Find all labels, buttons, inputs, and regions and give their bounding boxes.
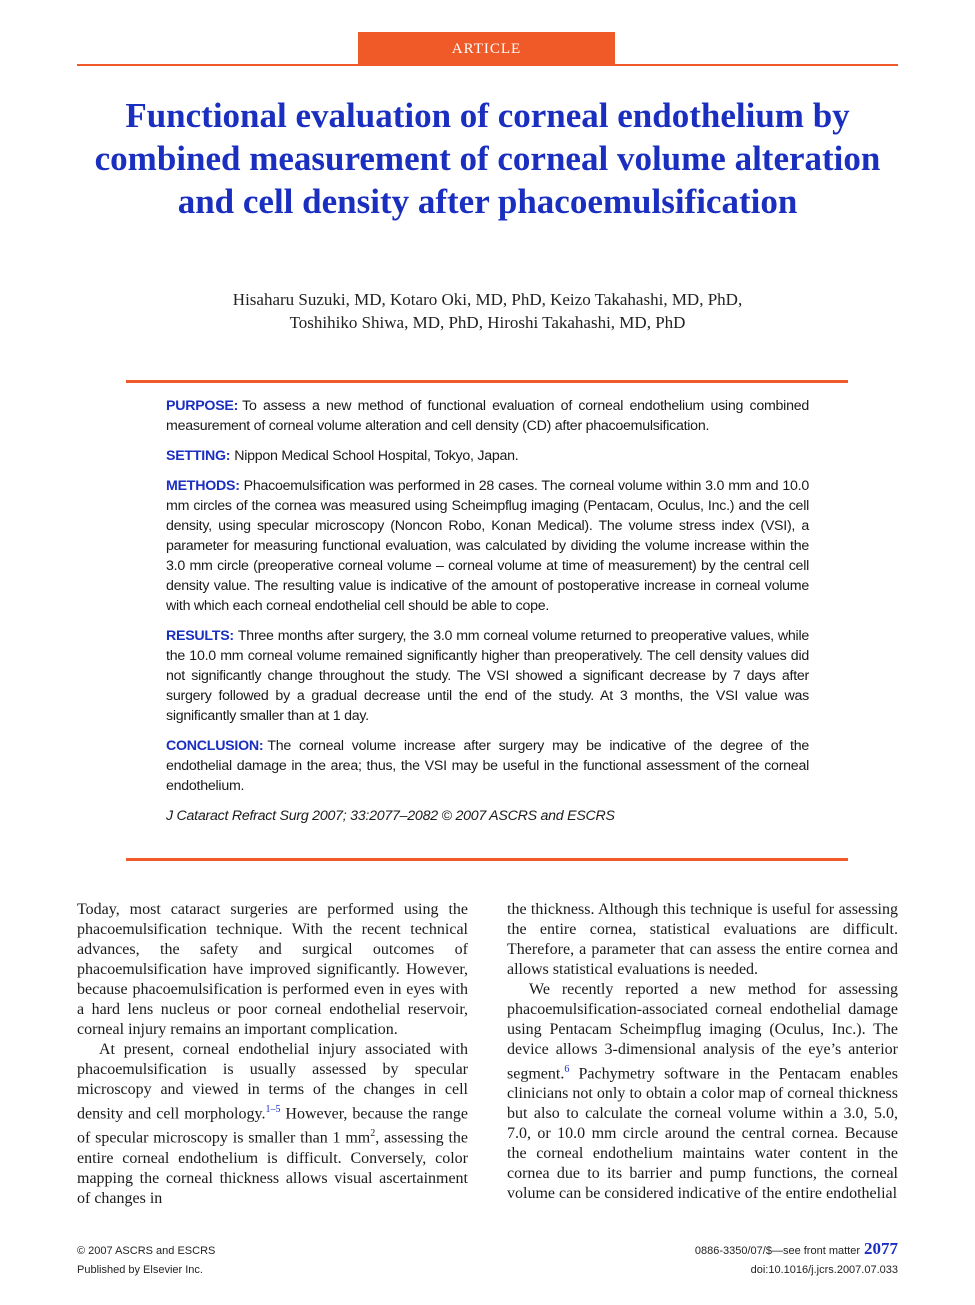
body-text: At present, corneal endothelial injury associated with phacoemulsification is usually assessed by specular microscopy and viewed in terms of the changes in cell density and cell morphology. <box>77 1041 468 1123</box>
abstract-methods <box>166 476 809 616</box>
author-line-1: Hisaharu Suzuki, MD, Kotaro Oki, MD, PhD, Keizo Takahashi, MD, PhD, <box>232 290 743 309</box>
journal-citation: J Cataract Refract Surg 2007; 33:2077–2082 © 2007 ASCRS and ESCRS <box>166 808 615 824</box>
setting-text: Nippon Medical School Hospital, Tokyo, Japan. <box>234 448 519 464</box>
author-line-2: Toshihiko Shiwa, MD, PhD, Hiroshi Takahashi, MD, PhD <box>289 313 686 332</box>
abstract-bottom-divider <box>126 858 848 861</box>
body-paragraph: Today, most cataract surgeries are performed using the phacoemulsification technique. With the recent technical advances, the safety and surgical outcomes of phacoemulsification have improved significantly. However, because phacoemulsification is performed even in eyes with a hard lens nucleus or poor corneal endothelial reservoir, corneal injury remains an important complication. <box>77 901 468 1038</box>
setting-label: SETTING: <box>166 448 231 464</box>
abstract-results <box>166 626 809 726</box>
header-divider <box>77 64 898 66</box>
abstract-top-divider <box>126 380 848 383</box>
reference-link[interactable]: 6 <box>564 1064 570 1075</box>
methods-text: Phacoemulsification was performed in 28 cases. The corneal volume within 3.0 mm and 10.0 mm circles of the cornea was measured using Scheimpflug imaging (Pentacam, Oculus, Inc.) and the cell density, using specular microscopy (Noncon Robo, Konan Medical). The volume stress index (VSI), a parameter for measuring functional evaluation, was calculated by dividing the volume increase within the 3.0 mm circle (preoperative corneal volume – corneal volume at time of measurement) by the central cell density value. The resulting value is indicative of the amount of postoperative increase in corneal volume with which each corneal endothelial cell should be able to cope. <box>166 478 809 614</box>
conclusion-text: The corneal volume increase after surgery may be indicative of the degree of the endothelial damage in the area; thus, the VSI may be useful in the functional assessment of the corneal endothelium. <box>166 738 809 794</box>
conclusion-label: CONCLUSION: <box>166 738 264 754</box>
body-text: , assessing the entire corneal endothelium is difficult. Conversely, color mapping the corneal thickness allows visual ascertainment of changes in <box>77 1129 468 1207</box>
superscript: 2 <box>370 1128 376 1140</box>
abstract-purpose <box>166 396 809 436</box>
footer-right <box>695 1238 898 1278</box>
article-section-tag: ARTICLE <box>358 32 615 66</box>
body-paragraph: the thickness. Although this technique is useful for assessing the entire cornea, statistical evaluations are difficult. Therefore, a parameter that can assess the entire cornea and allows statistical evaluations is needed. <box>507 901 898 978</box>
purpose-text: To assess a new method of functional evaluation of corneal endothelium using combined measurement of corneal volume alteration and cell density (CD) after phacoemulsification. <box>166 398 809 434</box>
footer-publisher: Published by Elsevier Inc. <box>77 1264 203 1276</box>
body-text: However, because the range of specular microscopy is smaller than 1 mm <box>77 1105 469 1147</box>
results-text: Three months after surgery, the 3.0 mm corneal volume returned to preoperative values, while the 10.0 mm corneal volume remained significantly higher than preoperatively. The cell density values did not significantly change throughout the study. The VSI showed a significant decrease by 7 days after surgery followed by a gradual decrease until the end of the study. At 3 months, the VSI value was significantly smaller than at 1 day. <box>166 628 809 724</box>
body-column-left <box>77 900 468 1209</box>
results-label: RESULTS: <box>166 628 234 644</box>
footer-issn: 0886-3350/07/$—see front matter <box>694 1245 860 1257</box>
footer-left <box>77 1242 215 1280</box>
body-paragraph <box>77 1040 468 1209</box>
abstract <box>166 396 809 836</box>
footer-copyright: © 2007 ASCRS and ESCRS <box>77 1245 216 1257</box>
page-number: 2077 <box>864 1239 898 1258</box>
body-paragraph <box>507 980 898 1204</box>
body-text: Pachymetry software in the Pentacam enables clinicians not only to obtain a color map of corneal thickness but also to calculate the corneal volume within a 3.0, 5.0, 7.0, or 10.0 mm circle around the central cornea. Because the corneal endothelium maintains water content in the cornea due to its barrier and pump functions, the corneal volume can be considered indicative of the entire endothelial <box>507 1065 898 1203</box>
abstract-setting <box>166 446 809 466</box>
body-column-right <box>507 900 898 1204</box>
abstract-conclusion <box>166 736 809 796</box>
article-title: Functional evaluation of corneal endothelium by combined measurement of corneal volume alteration and cell density after phacoemulsification <box>94 96 881 221</box>
reference-link[interactable]: 1–5 <box>265 1104 281 1115</box>
purpose-label: PURPOSE: <box>166 398 239 414</box>
footer-doi[interactable]: doi:10.1016/j.jcrs.2007.07.033 <box>750 1264 898 1276</box>
body-text: We recently reported a new method for assessing phacoemulsification-associated corneal endothelial damage using Pentacam Scheimpflug imaging (Oculus, Inc.). The device allows 3-dimensional analysis of the eye’s anterior segment. <box>507 981 898 1083</box>
methods-label: METHODS: <box>166 478 240 494</box>
author-list <box>120 288 855 334</box>
footer-issn-line <box>695 1238 898 1262</box>
